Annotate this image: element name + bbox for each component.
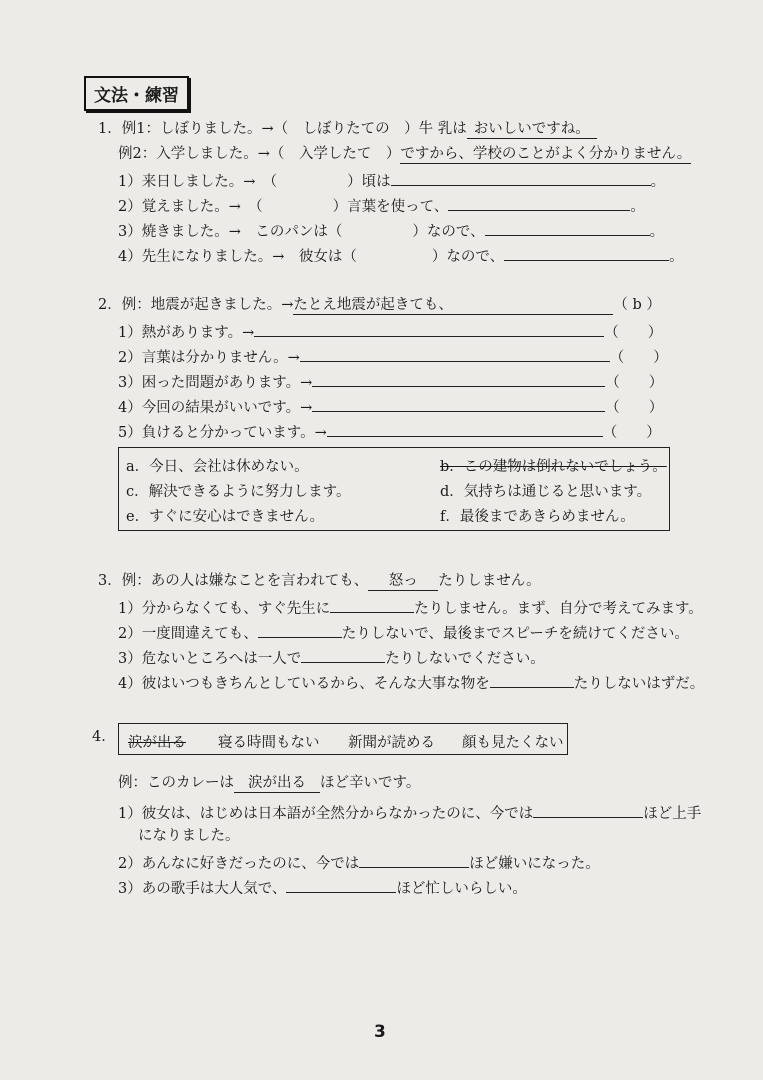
word-1: 涙が出る: [128, 735, 186, 751]
word-2: 寝る時間もない: [218, 735, 320, 751]
answer-blank[interactable]: [327, 421, 603, 437]
option-d: d．気持ちは通じると思います。: [440, 484, 652, 500]
answer-blank[interactable]: [254, 321, 604, 337]
answer-blank[interactable]: [301, 647, 385, 663]
option-a: a．今日、会社は休めない。: [126, 459, 309, 475]
option-b: b．この建物は倒れないでしょう。: [440, 459, 667, 475]
answer-blank[interactable]: [490, 672, 574, 688]
answer-blank[interactable]: [448, 195, 630, 211]
s2-question-3: 3）困った問題があります。→ （ ）: [118, 371, 663, 392]
s1-question-3: 3）焼きました。→ このパンは（ ）なので、 。: [118, 220, 664, 241]
s4-question-3: 3）あの歌手は大人気で、 ほど忙しいらしい。: [118, 877, 527, 898]
s1-question-4: 4）先生になりました。→ 彼女は（ ）なので、 。: [118, 245, 684, 266]
s2-question-2: 2）言葉は分かりません。→ （ ）: [118, 346, 668, 367]
s3-example: 3．例：あの人は嫌なことを言われても、 怒っ たりしません。: [98, 573, 541, 589]
s2-question-5: 5）負けると分かっています。→ （ ）: [118, 421, 661, 442]
answer-blank[interactable]: [330, 597, 414, 613]
s3-question-4: 4）彼はいつもきちんとしているから、そんな大事な物を たりしないはずだ。: [118, 672, 704, 693]
word-3: 新聞が読める: [348, 735, 435, 751]
answer-blank[interactable]: [312, 371, 605, 387]
word-4: 顔も見たくない: [462, 735, 564, 751]
s2-question-4: 4）今回の結果がいいです。→ （ ）: [118, 396, 663, 417]
s1-question-1: 1）来日しました。→ （ ）頃は 。: [118, 170, 665, 191]
s3-question-1: 1）分からなくても、すぐ先生に たりしません。まず、自分で考えてみます。: [118, 597, 703, 618]
s2-example: 2．例：地震が起きました。→たとえ地震が起きても、 （ b ）: [98, 297, 661, 313]
option-e: e．すぐに安心はできません。: [126, 509, 324, 525]
s4-question-2: 2）あんなに好きだったのに、今では ほど嫌いになった。: [118, 852, 600, 873]
option-c: c．解決できるように努力します。: [126, 484, 351, 500]
s4-example: 例：このカレーは 涙が出る ほど辛いです。: [118, 775, 421, 791]
answer-blank[interactable]: [258, 622, 342, 638]
s4-question-1: 1）彼女は、はじめは日本語が全然分からなかったのに、今では ほど上手: [118, 802, 701, 823]
s1-example-1: 1．例1：しぼりました。→（ しぼりたての ）牛 乳は おいしいですね。: [98, 120, 597, 139]
s3-question-2: 2）一度間違えても、 たりしないで、最後までスピーチを続けてください。: [118, 622, 689, 643]
s4-question-1-cont: になりました。: [138, 828, 240, 844]
answer-blank[interactable]: [504, 245, 669, 261]
answer-blank[interactable]: [359, 852, 469, 868]
answer-blank[interactable]: [312, 396, 605, 412]
answer-blank[interactable]: [391, 170, 651, 186]
s2-question-1: 1）熱があります。→ （ ）: [118, 321, 662, 342]
option-f: f．最後まであきらめません。: [440, 509, 635, 525]
s3-question-3: 3）危ないところへは一人で たりしないでください。: [118, 647, 545, 668]
section-title: 文法・練習: [84, 76, 189, 111]
s1-question-2: 2）覚えました。→ （ ）言葉を使って、 。: [118, 195, 645, 216]
answer-blank[interactable]: [286, 877, 396, 893]
s4-number: 4．: [92, 729, 116, 745]
answer-blank[interactable]: [533, 802, 643, 818]
s1-example-2: 例2：入学しました。→（ 入学したて ）ですから、学校のことがよく分かりません。: [118, 146, 692, 162]
page-number: 3: [374, 1022, 386, 1042]
answer-blank[interactable]: [485, 220, 650, 236]
answer-blank[interactable]: [300, 346, 610, 362]
